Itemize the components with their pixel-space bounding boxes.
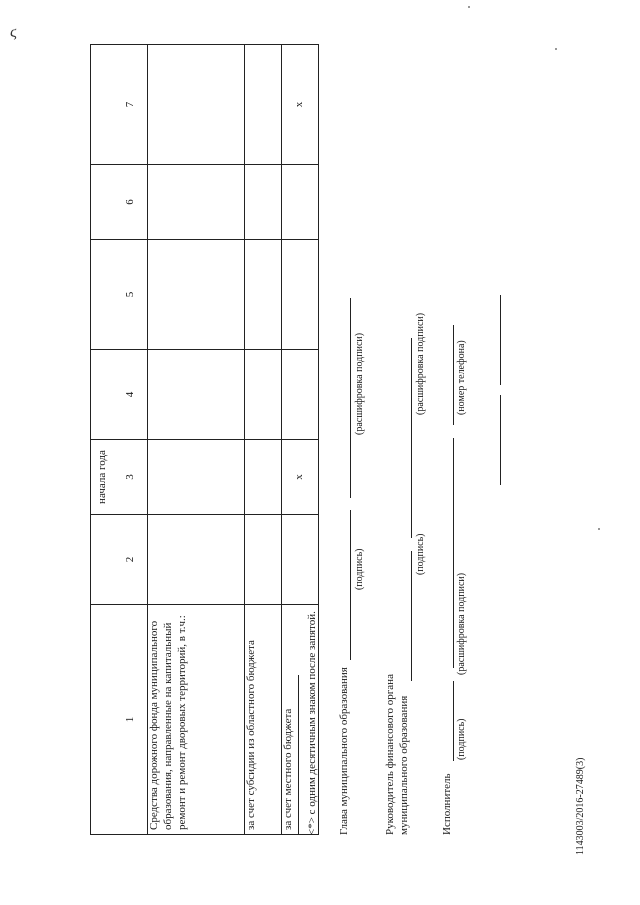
column-number: 7 — [115, 45, 148, 165]
head-decode-line — [350, 298, 351, 498]
fin-label-2 — [397, 338, 411, 835]
table-cell — [282, 240, 319, 350]
column-number: 2 — [115, 515, 148, 605]
header-cell — [91, 605, 116, 835]
table-cell — [245, 165, 282, 240]
head-signature-row — [337, 298, 351, 835]
header-cell — [91, 165, 116, 240]
table-cell — [245, 350, 282, 440]
column-number: 4 — [115, 350, 148, 440]
footnote-separator — [298, 675, 299, 835]
table-header-row — [91, 45, 116, 835]
scan-speck — [555, 48, 557, 50]
row-label: за счет субсидии из областного бюджета — [245, 605, 282, 835]
head-sign-line — [350, 510, 351, 660]
table-cell — [148, 350, 245, 440]
road-fund-table — [90, 44, 319, 835]
table-cell — [148, 440, 245, 515]
fin-sign-line — [411, 551, 412, 681]
exec-decode-line — [453, 438, 454, 668]
table-row — [245, 45, 282, 835]
table-cell — [282, 165, 319, 240]
header-cell: начала года — [91, 440, 116, 515]
caption: (номер телефона) — [456, 340, 467, 415]
caption: (расшифровка подписи) — [415, 312, 426, 415]
table-cell — [245, 440, 282, 515]
table-cell — [148, 45, 245, 165]
table-row — [148, 45, 245, 835]
caption: (расшифровка подписи) — [354, 332, 365, 435]
fin-label-text: муниципального образования — [398, 695, 411, 835]
header-cell — [91, 515, 116, 605]
table-cell — [245, 515, 282, 605]
table-cell — [148, 165, 245, 240]
scan-speck — [468, 6, 470, 8]
exec-sign-line — [453, 681, 454, 761]
footnote: <*> с одним десятичным знаком после запятой. — [306, 611, 318, 835]
table-cell — [282, 515, 319, 605]
header-cell — [91, 240, 116, 350]
head-label: Глава муниципального образования — [338, 667, 350, 835]
exec-signature-row — [440, 325, 454, 835]
column-number: 6 — [115, 165, 148, 240]
column-number: 3 — [115, 440, 148, 515]
header-cell — [91, 45, 116, 165]
table-cell — [245, 240, 282, 350]
rotated-document-body — [50, 45, 586, 855]
scan-speck — [598, 528, 600, 530]
column-number: 5 — [115, 240, 148, 350]
caption: (подпись) — [456, 718, 467, 760]
caption: (подпись) — [415, 533, 426, 575]
fin-label: Руководитель финансового органа — [384, 674, 396, 835]
table-cell — [245, 45, 282, 165]
column-number: 1 — [115, 605, 148, 835]
fin-signature-row — [383, 338, 412, 835]
exec-label: Исполнитель — [441, 773, 453, 835]
table-cell: х — [282, 45, 319, 165]
caption: (расшифровка подписи) — [456, 572, 467, 675]
table-cell — [282, 350, 319, 440]
row-label: Средства дорожного фонда муниципального образования, направленные на капитальный ремонт и ремонт дворовых территорий, в т.ч.: — [148, 605, 245, 835]
header-cell — [91, 350, 116, 440]
row-label: за счет местного бюджета — [282, 605, 319, 835]
table-cell — [148, 240, 245, 350]
caption: (подпись) — [354, 548, 365, 590]
table-cell: х — [282, 440, 319, 515]
blank-line — [500, 395, 501, 485]
table-cell — [148, 515, 245, 605]
column-number-row — [115, 45, 148, 835]
exec-phone-line — [453, 325, 454, 425]
document-id: 1143003/2016-27489(3) — [575, 757, 586, 855]
fin-decode-line — [411, 338, 412, 538]
blank-line — [500, 295, 501, 385]
page-mark: ϛ — [10, 24, 17, 41]
